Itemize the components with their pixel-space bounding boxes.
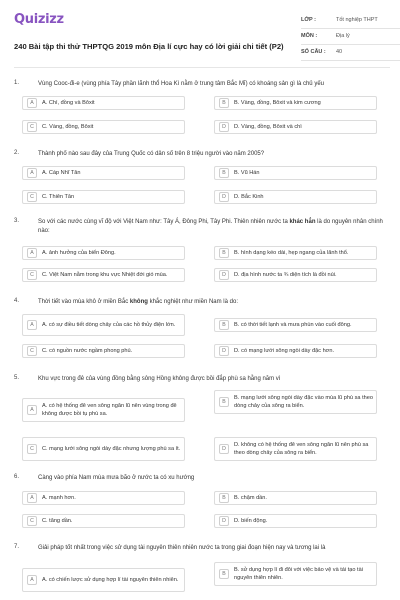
option-letter: B [219, 248, 229, 258]
option-letter: D [219, 444, 229, 454]
option-letter: A [27, 168, 37, 178]
meta-value: Địa lý [336, 33, 350, 39]
option-text: A. có sự điều tiết dòng chảy của các hồ thủy điện lớn. [42, 322, 176, 328]
option-b[interactable] [214, 246, 377, 260]
option-letter: A [27, 98, 37, 108]
option-letter: D [219, 346, 229, 356]
option-letter: C [27, 192, 37, 202]
question-text [38, 218, 388, 236]
question-number: 6. [14, 474, 20, 480]
option-text: C. Việt Nam nằm trong khu vực Nhiệt đới gió mùa. [42, 272, 168, 278]
option-letter: B [219, 98, 229, 108]
option-b[interactable] [214, 166, 377, 180]
option-text: C. Vàng, đồng, Bôxit [42, 124, 94, 130]
meta-label: LỚP : [301, 17, 316, 23]
option-letter: A [27, 493, 37, 503]
option-letter: B [219, 493, 229, 503]
question-text: Thành phố nào sau đây của Trung Quốc có dân số trên 8 triệu người vào năm 2005? [38, 151, 265, 157]
question-number: 7. [14, 544, 20, 550]
meta-row-subject [301, 32, 400, 45]
option-text: B. sử dụng hợp lí đi đôi với việc bảo vệ và tái tạo tài nguyên thiên nhiên. [234, 567, 363, 581]
option-b[interactable] [214, 491, 377, 505]
option-letter: B [219, 168, 229, 178]
question-number: 4. [14, 298, 20, 304]
option-d[interactable] [214, 437, 377, 461]
option-c[interactable] [22, 437, 185, 461]
question-number: 2. [14, 150, 20, 156]
question-text-part: khắc nghiệt như miền Nam là do: [147, 299, 238, 305]
option-letter: A [27, 575, 37, 585]
option-a[interactable] [22, 246, 185, 260]
option-letter: C [27, 346, 37, 356]
question-text-emphasis: không [129, 299, 148, 305]
option-text: A. mạnh hơn. [42, 495, 76, 501]
option-a[interactable] [22, 398, 185, 422]
meta-label: SỐ CÂU : [301, 49, 326, 55]
option-letter: B [219, 397, 229, 407]
option-text: D. biến động. [234, 518, 268, 524]
option-b[interactable] [214, 562, 377, 586]
question-text-part: So với các nước cùng vĩ độ với Việt Nam như: Tây Á, Đông Phi, Tây Phi. Thiên nhiên nước ta [38, 219, 290, 225]
question-text: Càng vào phía Nam mùa mưa bão ở nước ta có xu hướng [38, 475, 195, 481]
option-text: B. có thời tiết lạnh và mưa phùn vào cuối đông. [234, 322, 352, 328]
option-c[interactable] [22, 190, 185, 204]
option-text: D. không có hệ thống đê ven sông ngăn lũ nên phù sa theo dòng chảy của sông ra biển. [234, 442, 369, 456]
option-text: A. có hệ thống đê ven sông ngăn lũ nên vùng trong đê không được bồi tụ phù sa. [42, 403, 177, 417]
question-text [38, 298, 388, 307]
question-text: Khu vực trong đê của vùng đồng bằng sông Hồng không được bồi đắp phù sa hằng năm vì [38, 376, 281, 382]
meta-row-question-count [301, 48, 400, 61]
option-b[interactable] [214, 318, 377, 332]
meta-panel [301, 16, 400, 64]
meta-label: MÔN : [301, 33, 318, 39]
question-number: 1. [14, 80, 20, 86]
question-text-part: Thời tiết vào mùa khô ở miền Bắc [38, 299, 130, 305]
option-c[interactable] [22, 344, 185, 358]
option-d[interactable] [214, 190, 377, 204]
option-text: B. Vàng, đồng, Bôxit và kim cương [234, 100, 321, 106]
option-text: B. hình dạng kéo dài, hẹp ngang của lãnh thổ. [234, 250, 349, 256]
option-text: A. Cáp Nhĩ Tân [42, 170, 81, 176]
option-text: B. mạng lưới sông ngòi dày đặc vào mùa lũ phù sa theo dòng chảy của sông ra biển. [234, 395, 373, 409]
option-d[interactable] [214, 268, 377, 282]
option-letter: A [27, 320, 37, 330]
option-letter: A [27, 248, 37, 258]
option-text: A. có chiến lược sử dụng hợp lí tài nguyên thiên nhiên. [42, 577, 179, 583]
option-letter: A [27, 405, 37, 415]
question-text: Giải pháp tốt nhất trong việc sử dụng tài nguyên thiên nhiên nước ta trong giai đoạn hiện nay và tương lai là [38, 545, 326, 551]
header-divider [14, 67, 390, 68]
question-text: Vùng Cooc-đi-e (vùng phía Tây phần lãnh thổ Hoa Kì nằm ở trung tâm Bắc Mĩ) có khoáng sản gì là chủ yếu [38, 81, 324, 87]
option-a[interactable] [22, 491, 185, 505]
option-b[interactable] [214, 96, 377, 110]
option-text: A. ảnh hưởng của biển Đông. [42, 250, 116, 256]
option-text: B. Vũ Hán [234, 170, 260, 176]
meta-value: Tốt nghiệp THPT [336, 17, 378, 23]
option-text: C. tăng dần. [42, 518, 73, 524]
option-letter: D [219, 192, 229, 202]
option-text: D. Bắc Kinh [234, 194, 264, 200]
meta-value: 40 [336, 49, 343, 55]
option-b[interactable] [214, 390, 377, 414]
meta-row-class [301, 16, 400, 29]
option-letter: D [219, 516, 229, 526]
option-letter: B [219, 320, 229, 330]
question-text-part: là do nguyên nhân chính nào: [38, 219, 383, 234]
option-text: D. địa hình nước ta ¾ diện tích là đồi núi. [234, 272, 337, 278]
option-d[interactable] [214, 344, 377, 358]
option-c[interactable] [22, 120, 185, 134]
worksheet-header [14, 12, 390, 64]
option-text: D. có mạng lưới sông ngòi dày đặc hơn. [234, 348, 335, 354]
option-c[interactable] [22, 268, 185, 282]
option-letter: B [219, 569, 229, 579]
option-text: C. Thiên Tân [42, 194, 75, 200]
option-letter: C [27, 270, 37, 280]
option-d[interactable] [214, 514, 377, 528]
option-letter: D [219, 270, 229, 280]
question-number: 5. [14, 375, 20, 381]
question-text-emphasis: khác hẳn [289, 219, 316, 225]
quizizz-logo: Quizizz [14, 12, 64, 27]
option-text: C. có nguồn nước ngầm phong phú. [42, 348, 133, 354]
option-letter: C [27, 444, 37, 454]
option-a[interactable] [22, 568, 185, 592]
option-text: B. chậm dần. [234, 495, 267, 501]
option-a[interactable] [22, 96, 185, 110]
option-text: C. mạng lưới sông ngòi dày đặc nhưng lượng phù sa ít. [42, 446, 181, 452]
option-letter: C [27, 516, 37, 526]
option-text: D. Vàng, đồng, Bôxit và chì [234, 124, 302, 130]
option-text: A. Chì, đồng và Bôxit [42, 100, 95, 106]
option-a[interactable] [22, 166, 185, 180]
option-letter: D [219, 122, 229, 132]
option-d[interactable] [214, 120, 377, 134]
worksheet-title: 240 Bài tập thi thử THPTQG 2019 môn Địa lí cực hay có lời giải chi tiết (P2) [14, 42, 284, 51]
question-number: 3. [14, 218, 20, 224]
option-letter: C [27, 122, 37, 132]
option-a[interactable] [22, 314, 185, 336]
option-c[interactable] [22, 514, 185, 528]
